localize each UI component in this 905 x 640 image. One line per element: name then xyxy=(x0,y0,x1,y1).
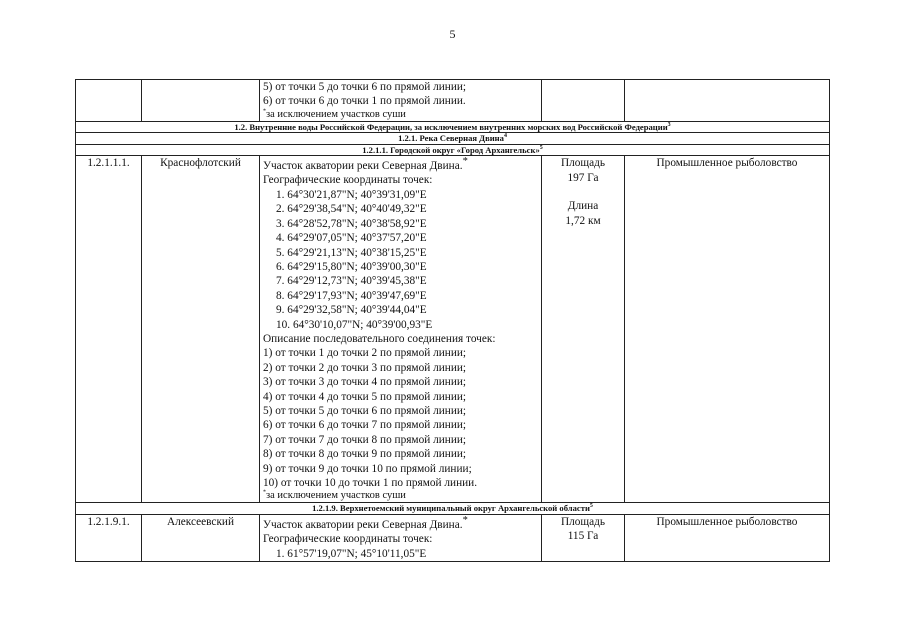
coordinate-line: 4. 64°29'07,05"N; 40°37'57,20"E xyxy=(276,232,427,245)
note-text: за исключением участков суши xyxy=(266,490,406,502)
area-title-text: Участок акватории реки Северная Двина. xyxy=(263,160,463,173)
land-exclusion-note xyxy=(263,490,538,502)
cell-area-size xyxy=(542,156,625,503)
footnote-mark: 5 xyxy=(589,503,593,510)
connection-line: 6) от точки 6 до точки 7 по прямой линии; xyxy=(263,419,467,432)
note-mark: * xyxy=(462,514,468,526)
coords-title: Географические координаты точек: xyxy=(263,174,433,187)
connection-line: 5) от точки 5 до точки 6 по прямой линии; xyxy=(263,404,467,417)
table-row-alekseevsky xyxy=(76,514,830,561)
cell-usage-empty xyxy=(625,80,830,122)
connection-line: 10) от точки 10 до точки 1 по прямой линии. xyxy=(263,477,478,490)
coords-title: Географические координаты точек: xyxy=(263,533,433,546)
coordinate-line: 3. 64°28'52,78"N; 40°38'58,92"E xyxy=(276,217,427,230)
area-label: Площадь xyxy=(560,515,606,528)
cell-area-number: 1.2.1.9.1. xyxy=(76,514,142,561)
note-mark: * xyxy=(263,489,266,496)
footnote-mark: 3 xyxy=(667,121,671,128)
connection-line: 5) от точки 5 до точки 6 по прямой линии; xyxy=(263,81,467,93)
cell-area-name: Алексеевский xyxy=(142,514,260,561)
coordinate-line: 8. 64°29'17,93"N; 40°39'47,69"E xyxy=(276,289,427,302)
section-header-row xyxy=(76,144,830,156)
section-heading-1-2 xyxy=(76,121,830,133)
fishing-areas-table xyxy=(75,79,830,562)
connection-line: 2) от точки 2 до точки 3 по прямой линии; xyxy=(263,361,467,374)
area-title-text: Участок акватории реки Северная Двина. xyxy=(263,518,463,531)
connection-line: 9) от точки 9 до точки 10 по прямой линии; xyxy=(263,462,472,475)
coordinate-line: 9. 64°29'32,58"N; 40°39'44,04"E xyxy=(276,304,427,317)
length-label: Длина xyxy=(567,200,599,213)
table-row-krasnoflotsky xyxy=(76,156,830,503)
footnote-mark: 5 xyxy=(539,144,543,151)
connection-line: 3) от точки 3 до точки 4 по прямой линии; xyxy=(263,376,467,389)
coordinate-line: 7. 64°29'12,73"N; 40°39'45,38"E xyxy=(276,275,427,288)
connection-line: 7) от точки 7 до точки 8 по прямой линии; xyxy=(263,433,467,446)
connection-line: 8) от точки 8 до точки 9 по прямой линии; xyxy=(263,448,467,461)
cell-description xyxy=(260,80,542,122)
cell-name-empty xyxy=(142,80,260,122)
area-value: 197 Га xyxy=(567,171,599,184)
cell-number-empty xyxy=(76,80,142,122)
coordinate-line: 5. 64°29'21,13"N; 40°38'15,25"E xyxy=(276,246,427,259)
section-header-row xyxy=(76,503,830,515)
section-heading-text: 1.2.1.9. Верхнетоемский муниципальный округ Архангельской области xyxy=(312,503,590,514)
note-text: за исключением участков суши xyxy=(266,108,406,120)
area-title xyxy=(263,156,538,173)
note-mark: * xyxy=(263,108,266,115)
length-value: 1,72 км xyxy=(565,214,601,227)
cell-area-name: Краснофлотский xyxy=(142,156,260,503)
section-heading-1-2-1 xyxy=(76,133,830,145)
footnote-mark: 4 xyxy=(503,133,507,140)
cell-area-size xyxy=(542,514,625,561)
note-mark: * xyxy=(462,156,468,168)
coordinate-line: 1. 64°30'21,87"N; 40°39'31,09"E xyxy=(276,188,427,201)
cell-usage-type: Промышленное рыболовство xyxy=(625,514,830,561)
cell-description xyxy=(260,156,542,503)
cell-usage-type: Промышленное рыболовство xyxy=(625,156,830,503)
section-heading-text: 1.2. Внутренние воды Российской Федерации, за исключением внутренних морских вод Российской Федерации xyxy=(234,121,668,132)
area-title xyxy=(263,515,538,532)
section-heading-1-2-1-1 xyxy=(76,144,830,156)
coordinate-line: 2. 64°29'38,54"N; 40°40'49,32"E xyxy=(276,203,427,216)
cell-area-empty xyxy=(542,80,625,122)
cell-area-number: 1.2.1.1.1. xyxy=(76,156,142,503)
coordinate-line: 10. 64°30'10,07"N; 40°39'00,93"E xyxy=(276,318,433,331)
section-heading-text: 1.2.1.1. Городской округ «Город Архангельск» xyxy=(362,144,540,155)
section-header-row xyxy=(76,133,830,145)
description-title: Описание последовательного соединения точек: xyxy=(263,332,496,345)
spacer xyxy=(545,185,621,199)
page-number: 5 xyxy=(449,27,456,41)
area-label: Площадь xyxy=(560,157,606,170)
section-heading-1-2-1-9 xyxy=(76,503,830,515)
land-exclusion-note xyxy=(263,109,538,121)
cell-description xyxy=(260,514,542,561)
table-row-continuation xyxy=(76,80,830,122)
connection-line: 4) от точки 4 до точки 5 по прямой линии; xyxy=(263,390,467,403)
section-header-row xyxy=(76,121,830,133)
connection-line: 1) от точки 1 до точки 2 по прямой линии; xyxy=(263,347,467,360)
area-value: 115 Га xyxy=(567,530,599,543)
connection-line: 6) от точки 6 до точки 1 по прямой линии. xyxy=(263,95,466,108)
coordinate-line: 6. 64°29'15,80"N; 40°39'00,30"E xyxy=(276,260,427,273)
coordinate-line: 1. 61°57'19,07"N; 45°10'11,05"E xyxy=(276,547,427,560)
section-heading-text: 1.2.1. Река Северная Двина xyxy=(398,133,504,144)
